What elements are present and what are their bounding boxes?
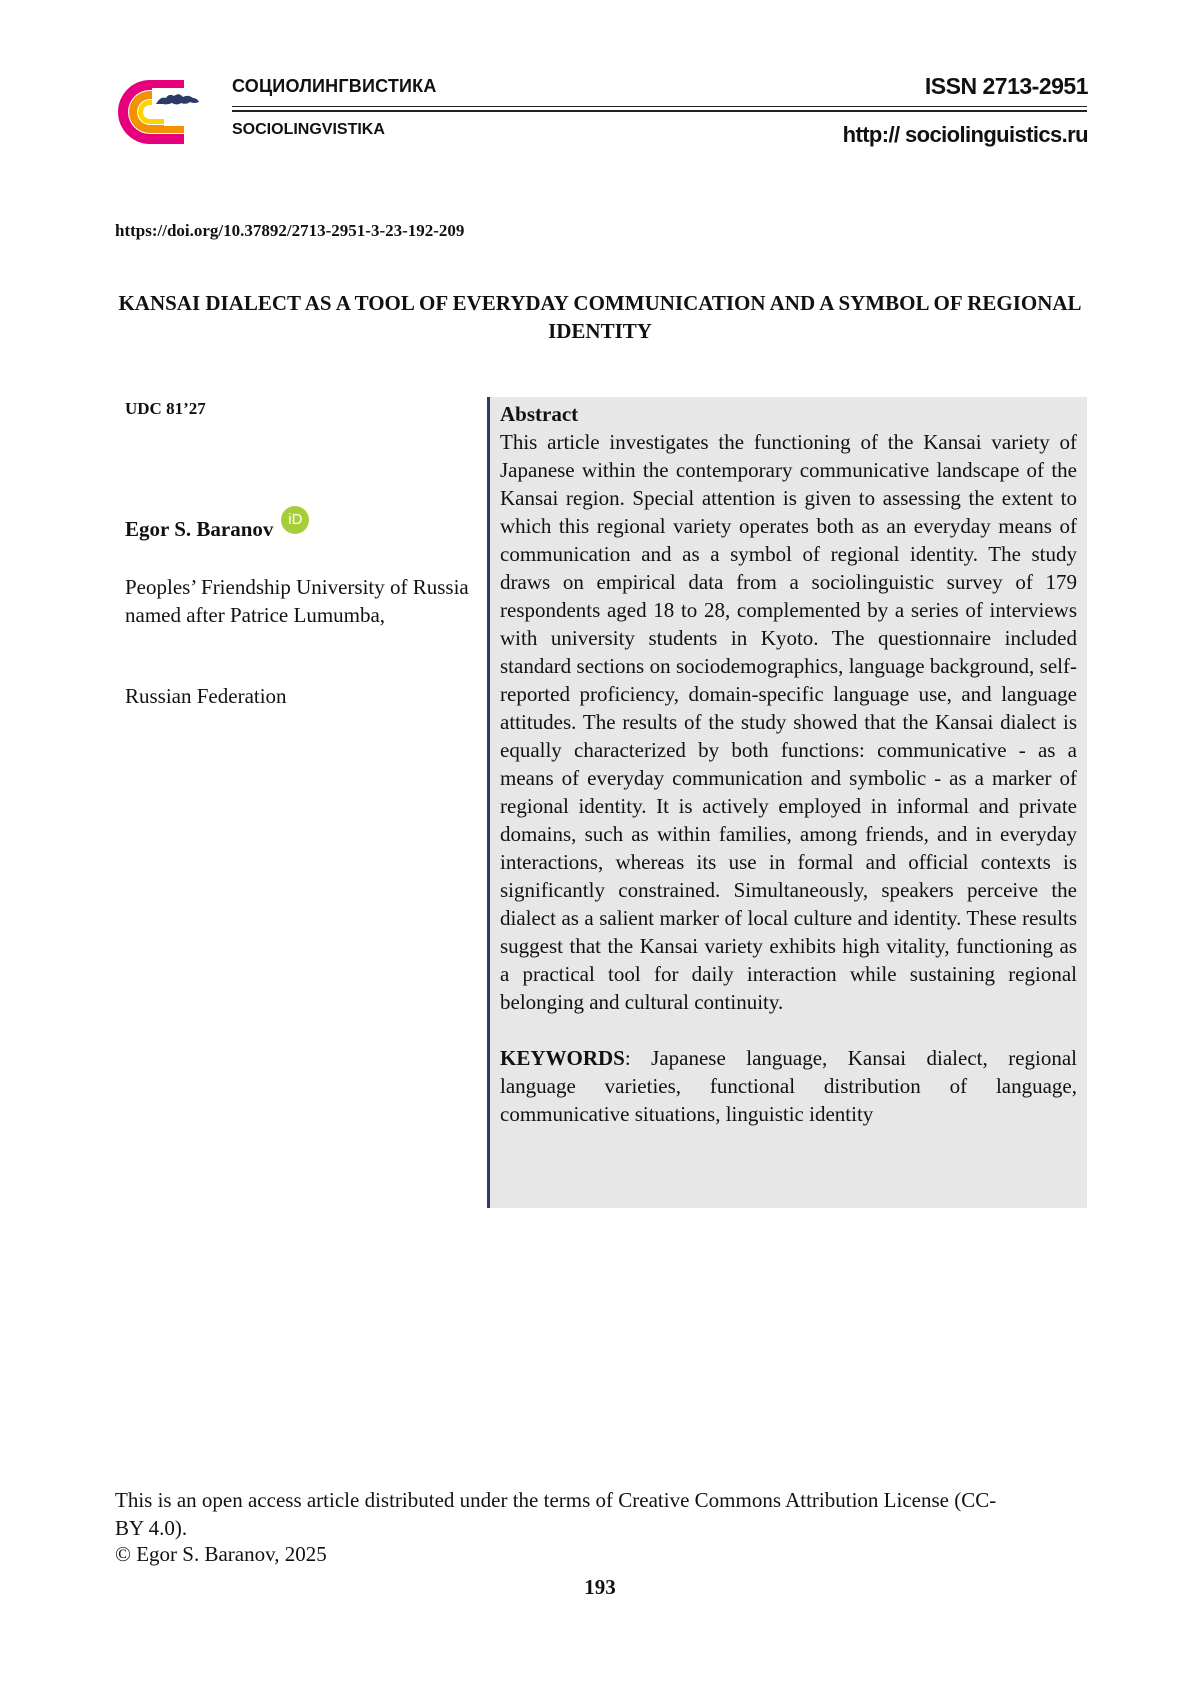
keywords — [500, 1044, 1077, 1128]
header-rule-thick — [232, 110, 1087, 112]
article-title: KANSAI DIALECT AS A TOOL OF EVERYDAY COMMUNICATION AND A SYMBOL OF REGIONAL IDENTITY — [118, 291, 1082, 343]
keywords-list: : Japanese language, Kansai dialect, regional language varieties, functional distribution of language, communicative situations, linguistic identity — [500, 1046, 1077, 1126]
author-name: Egor S. Baranov — [125, 517, 274, 541]
journal-logo-icon — [112, 74, 212, 150]
udc-code: UDC 81’27 — [125, 399, 206, 418]
copyright-notice: © Egor S. Baranov, 2025 — [115, 1542, 327, 1566]
abstract-text: This article investigates the functioning of the Kansai variety of Japanese within the contemporary communicative landscape of the Kansai region. Special attention is given to assessing the extent to which this regional variety operates both as an everyday means of communication and as a symbol of regional identity. The study draws on empirical data from a sociolinguistic survey of 179 respondents aged 18 to 28, complemented by a series of interviews with university students in Kyoto. The questionnaire included standard sections on sociodemographics, language background, self-reported proficiency, domain-specific language use, and language attitudes. The results of the study showed that the Kansai dialect is equally characterized by both functions: communicative - as a means of everyday communication and symbolic - as a marker of regional identity. It is actively employed in informal and private domains, such as within families, among friends, and in everyday interactions, whereas its use in formal and official contexts is significantly constrained. Simultaneously, speakers perceive the dialect as a salient marker of local culture and identity. These results suggest that the Kansai variety exhibits high vitality, functioning as a practical tool for daily interaction while sustaining regional belonging and cultural continuity. — [500, 430, 1077, 1014]
abstract-heading: Abstract — [500, 402, 579, 426]
doi-link[interactable]: https://doi.org/10.37892/2713-2951-3-23-192-209 — [115, 221, 465, 240]
orcid-icon[interactable]: iD — [281, 506, 309, 534]
page-number: 193 — [584, 1575, 616, 1599]
license-notice: This is an open access article distributed under the terms of Creative Commons Attribution License (CC-BY 4.0). — [115, 1488, 997, 1540]
journal-name-en: SOCIOLINGVISTIKA — [232, 121, 385, 138]
author-affiliation: Peoples’ Friendship University of Russia named after Patrice Lumumba, — [125, 575, 469, 627]
abstract-box — [487, 397, 1087, 1208]
header-rule — [232, 106, 1087, 107]
keywords-label: KEYWORDS — [500, 1046, 625, 1070]
journal-website-link[interactable]: http:// sociolinguistics.ru — [842, 122, 1088, 147]
journal-name-ru: СОЦИОЛИНГВИСТИКА — [232, 76, 437, 96]
author-country: Russian Federation — [125, 684, 287, 708]
author-block — [125, 510, 309, 542]
issn: ISSN 2713-2951 — [924, 73, 1088, 99]
